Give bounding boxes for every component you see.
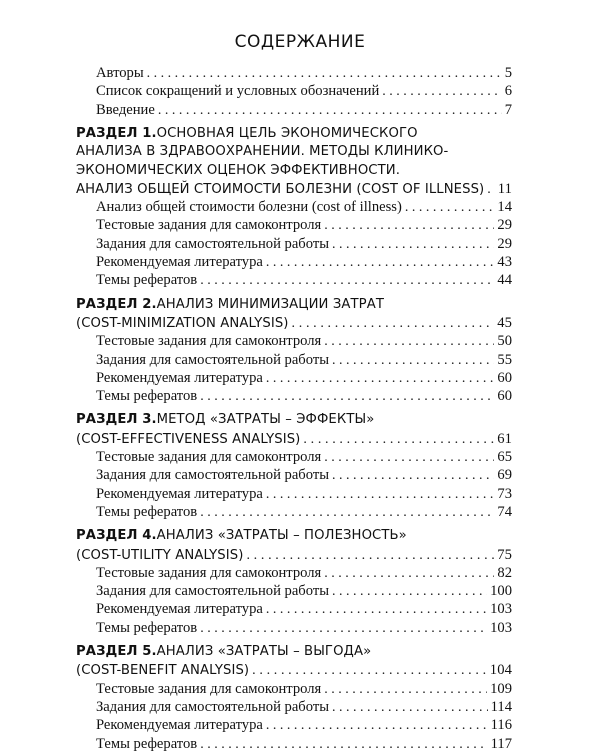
entry-text: Рекомендуемая литература: [96, 485, 263, 502]
section-heading-line: [76, 296, 512, 314]
section-label: РАЗДЕЛ 3.: [76, 412, 157, 428]
section-heading-line: [76, 143, 512, 161]
page-number: 45: [497, 314, 512, 331]
entry-text: Авторы: [96, 65, 144, 81]
toc-entry: [96, 716, 512, 734]
entry-text: Рекомендуемая литература: [96, 717, 263, 734]
dot-leader: [324, 565, 494, 583]
section-heading-text: АНАЛИЗ МИНИМИЗАЦИИ ЗАТРАТ: [156, 296, 384, 312]
page-number: 61: [497, 430, 512, 447]
entry-text: Рекомендуемая литература: [96, 601, 263, 618]
dot-leader: [200, 504, 494, 522]
section-heading-line: [76, 411, 512, 429]
dot-leader: [405, 199, 495, 217]
section-heading-text: (COST-EFFECTIVENESS ANALYSIS): [76, 431, 301, 447]
dot-leader: [382, 83, 501, 101]
page-number: 60: [497, 369, 512, 386]
page-number: 103: [490, 619, 512, 636]
dot-leader: [266, 254, 495, 272]
entry-text: Тестовые задания для самоконтроля: [96, 680, 322, 697]
section-heading-text: АНАЛИЗА В ЗДРАВООХРАНЕНИИ. МЕТОДЫ КЛИНИКО-: [76, 144, 449, 160]
dot-leader: [324, 333, 494, 351]
dot-leader: [200, 272, 494, 290]
toc-entry: [96, 101, 512, 119]
section-heading-text: АНАЛИЗ «ЗАТРАТЫ – ПОЛЕЗНОСТЬ»: [156, 528, 407, 544]
page-number: 29: [497, 235, 512, 252]
toc-entry: [96, 448, 512, 466]
page-number: 104: [489, 662, 512, 679]
page-number: 55: [497, 351, 512, 368]
entry-text: Задания для самостоятельной работы: [96, 698, 330, 715]
dot-leader: [252, 662, 487, 680]
section-heading-line: [76, 643, 512, 661]
dot-leader: [292, 315, 495, 333]
entry-text: Темы рефератов: [96, 388, 198, 405]
page-number: 43: [497, 254, 512, 270]
toc-entry: [96, 332, 512, 350]
section-heading-text: (COST-UTILITY ANALYSIS): [76, 547, 244, 563]
dot-leader: [487, 181, 494, 199]
entry-text: Тестовые задания для самоконтроля: [96, 449, 322, 465]
dot-leader: [303, 431, 494, 449]
page-number: 11: [497, 180, 512, 197]
toc-entry: [96, 503, 512, 521]
page-number: 44: [497, 272, 512, 289]
toc-entry: [96, 271, 512, 289]
toc-entry: [96, 564, 512, 582]
section-heading-text: (COST-MINIMIZATION ANALYSIS): [76, 315, 289, 331]
section-heading-line: [76, 430, 512, 448]
toc-entry: [96, 582, 512, 600]
toc-entry: [96, 253, 512, 271]
dot-leader: [200, 736, 487, 754]
toc-entry: [96, 485, 512, 503]
section-heading-line: [76, 546, 512, 564]
entry-text: Задания для самостоятельной работы: [96, 351, 330, 368]
page-number: 103: [490, 601, 512, 618]
page-number: 82: [497, 564, 512, 581]
page-number: 50: [497, 333, 512, 350]
entry-text: Задания для самостоятельной работы: [96, 467, 330, 484]
page-number: 6: [504, 83, 512, 100]
page-number: 65: [497, 449, 512, 465]
dot-leader: [266, 486, 495, 504]
entry-text: Рекомендуемая литература: [96, 254, 263, 270]
page-number: 29: [497, 217, 512, 234]
dot-leader: [332, 352, 494, 370]
page-number: 75: [497, 546, 512, 563]
page-number: 117: [490, 735, 512, 752]
dot-leader: [324, 681, 487, 699]
section-label: РАЗДЕЛ 5.: [76, 644, 157, 659]
entry-text: Задания для самостоятельной работы: [96, 583, 330, 600]
dot-leader: [266, 370, 495, 388]
entry-text: Тестовые задания для самоконтроля: [96, 564, 322, 581]
section-heading-line: [76, 661, 512, 679]
page-number: 114: [490, 698, 512, 715]
entry-text: Тестовые задания для самоконтроля: [96, 333, 322, 350]
toc-entry: [96, 82, 512, 100]
section-heading-text: ОСНОВНАЯ ЦЕЛЬ ЭКОНОМИЧЕСКОГО: [156, 125, 418, 141]
dot-leader: [246, 547, 494, 565]
entry-text: Тестовые задания для самоконтроля: [96, 217, 322, 234]
page-number: 69: [497, 467, 512, 484]
dot-leader: [200, 388, 494, 406]
toc-entry: [96, 369, 512, 387]
entry-text: Темы рефератов: [96, 272, 198, 289]
page-number: 14: [497, 199, 512, 216]
entry-text: Темы рефератов: [96, 735, 198, 752]
page-number: 116: [490, 717, 512, 734]
toc-entry: [96, 64, 512, 82]
dot-leader: [324, 449, 494, 467]
entry-text: Введение: [96, 101, 155, 118]
toc-entry: [96, 619, 512, 637]
toc-entry: [96, 351, 512, 369]
section-heading-text: АНАЛИЗ «ЗАТРАТЫ – ВЫГОДА»: [156, 644, 372, 659]
section-label: РАЗДЕЛ 4.: [76, 528, 157, 544]
section-heading-text: МЕТОД «ЗАТРАТЫ – ЭФФЕКТЫ»: [156, 412, 375, 428]
section-label: РАЗДЕЛ 2.: [76, 296, 157, 312]
section-heading-text: ЭКОНОМИЧЕСКИХ ОЦЕНОК ЭФФЕКТИВНОСТИ.: [76, 162, 401, 178]
page-number: 5: [504, 65, 512, 81]
dot-leader: [200, 620, 487, 638]
page-number: 73: [497, 485, 512, 502]
dot-leader: [332, 236, 494, 254]
dot-leader: [147, 65, 502, 83]
toc-entry: [96, 466, 512, 484]
toc-entry: [96, 216, 512, 234]
entry-text: Рекомендуемая литература: [96, 369, 263, 386]
section-heading-line: [76, 314, 512, 332]
entry-text: Список сокращений и условных обозначений: [96, 83, 380, 100]
toc-entry: [96, 698, 512, 716]
dot-leader: [332, 467, 494, 485]
page-number: 109: [490, 680, 512, 697]
page-number: 7: [504, 101, 512, 118]
entry-text: Анализ общей стоимости болезни (cost of illness): [96, 199, 402, 216]
entry-text: Темы рефератов: [96, 503, 198, 520]
dot-leader: [266, 601, 487, 619]
dot-leader: [332, 583, 487, 601]
dot-leader: [266, 717, 488, 735]
section-heading-line: [76, 162, 512, 180]
toc-entry: [96, 198, 512, 216]
dot-leader: [158, 102, 502, 120]
section-label: РАЗДЕЛ 1.: [76, 125, 157, 141]
toc-entry: [96, 387, 512, 405]
section-heading-line: [76, 180, 512, 198]
entry-text: Темы рефератов: [96, 619, 198, 636]
entry-text: Задания для самостоятельной работы: [96, 235, 330, 252]
page-title: СОДЕРЖАНИЕ: [234, 32, 366, 52]
section-heading-line: [76, 125, 512, 143]
page-number: 100: [490, 583, 512, 600]
section-heading-text: (COST-BENEFIT ANALYSIS): [76, 663, 250, 679]
section-heading-text: АНАЛИЗ ОБЩЕЙ СТОИМОСТИ БОЛЕЗНИ (COST OF ILLNESS): [76, 181, 485, 197]
toc-entry: [96, 680, 512, 698]
dot-leader: [332, 699, 488, 717]
page-number: 74: [497, 503, 512, 520]
dot-leader: [324, 217, 494, 235]
toc-entry: [96, 235, 512, 253]
toc-entry: [96, 600, 512, 618]
page-number: 60: [497, 388, 512, 405]
section-heading-line: [76, 527, 512, 545]
